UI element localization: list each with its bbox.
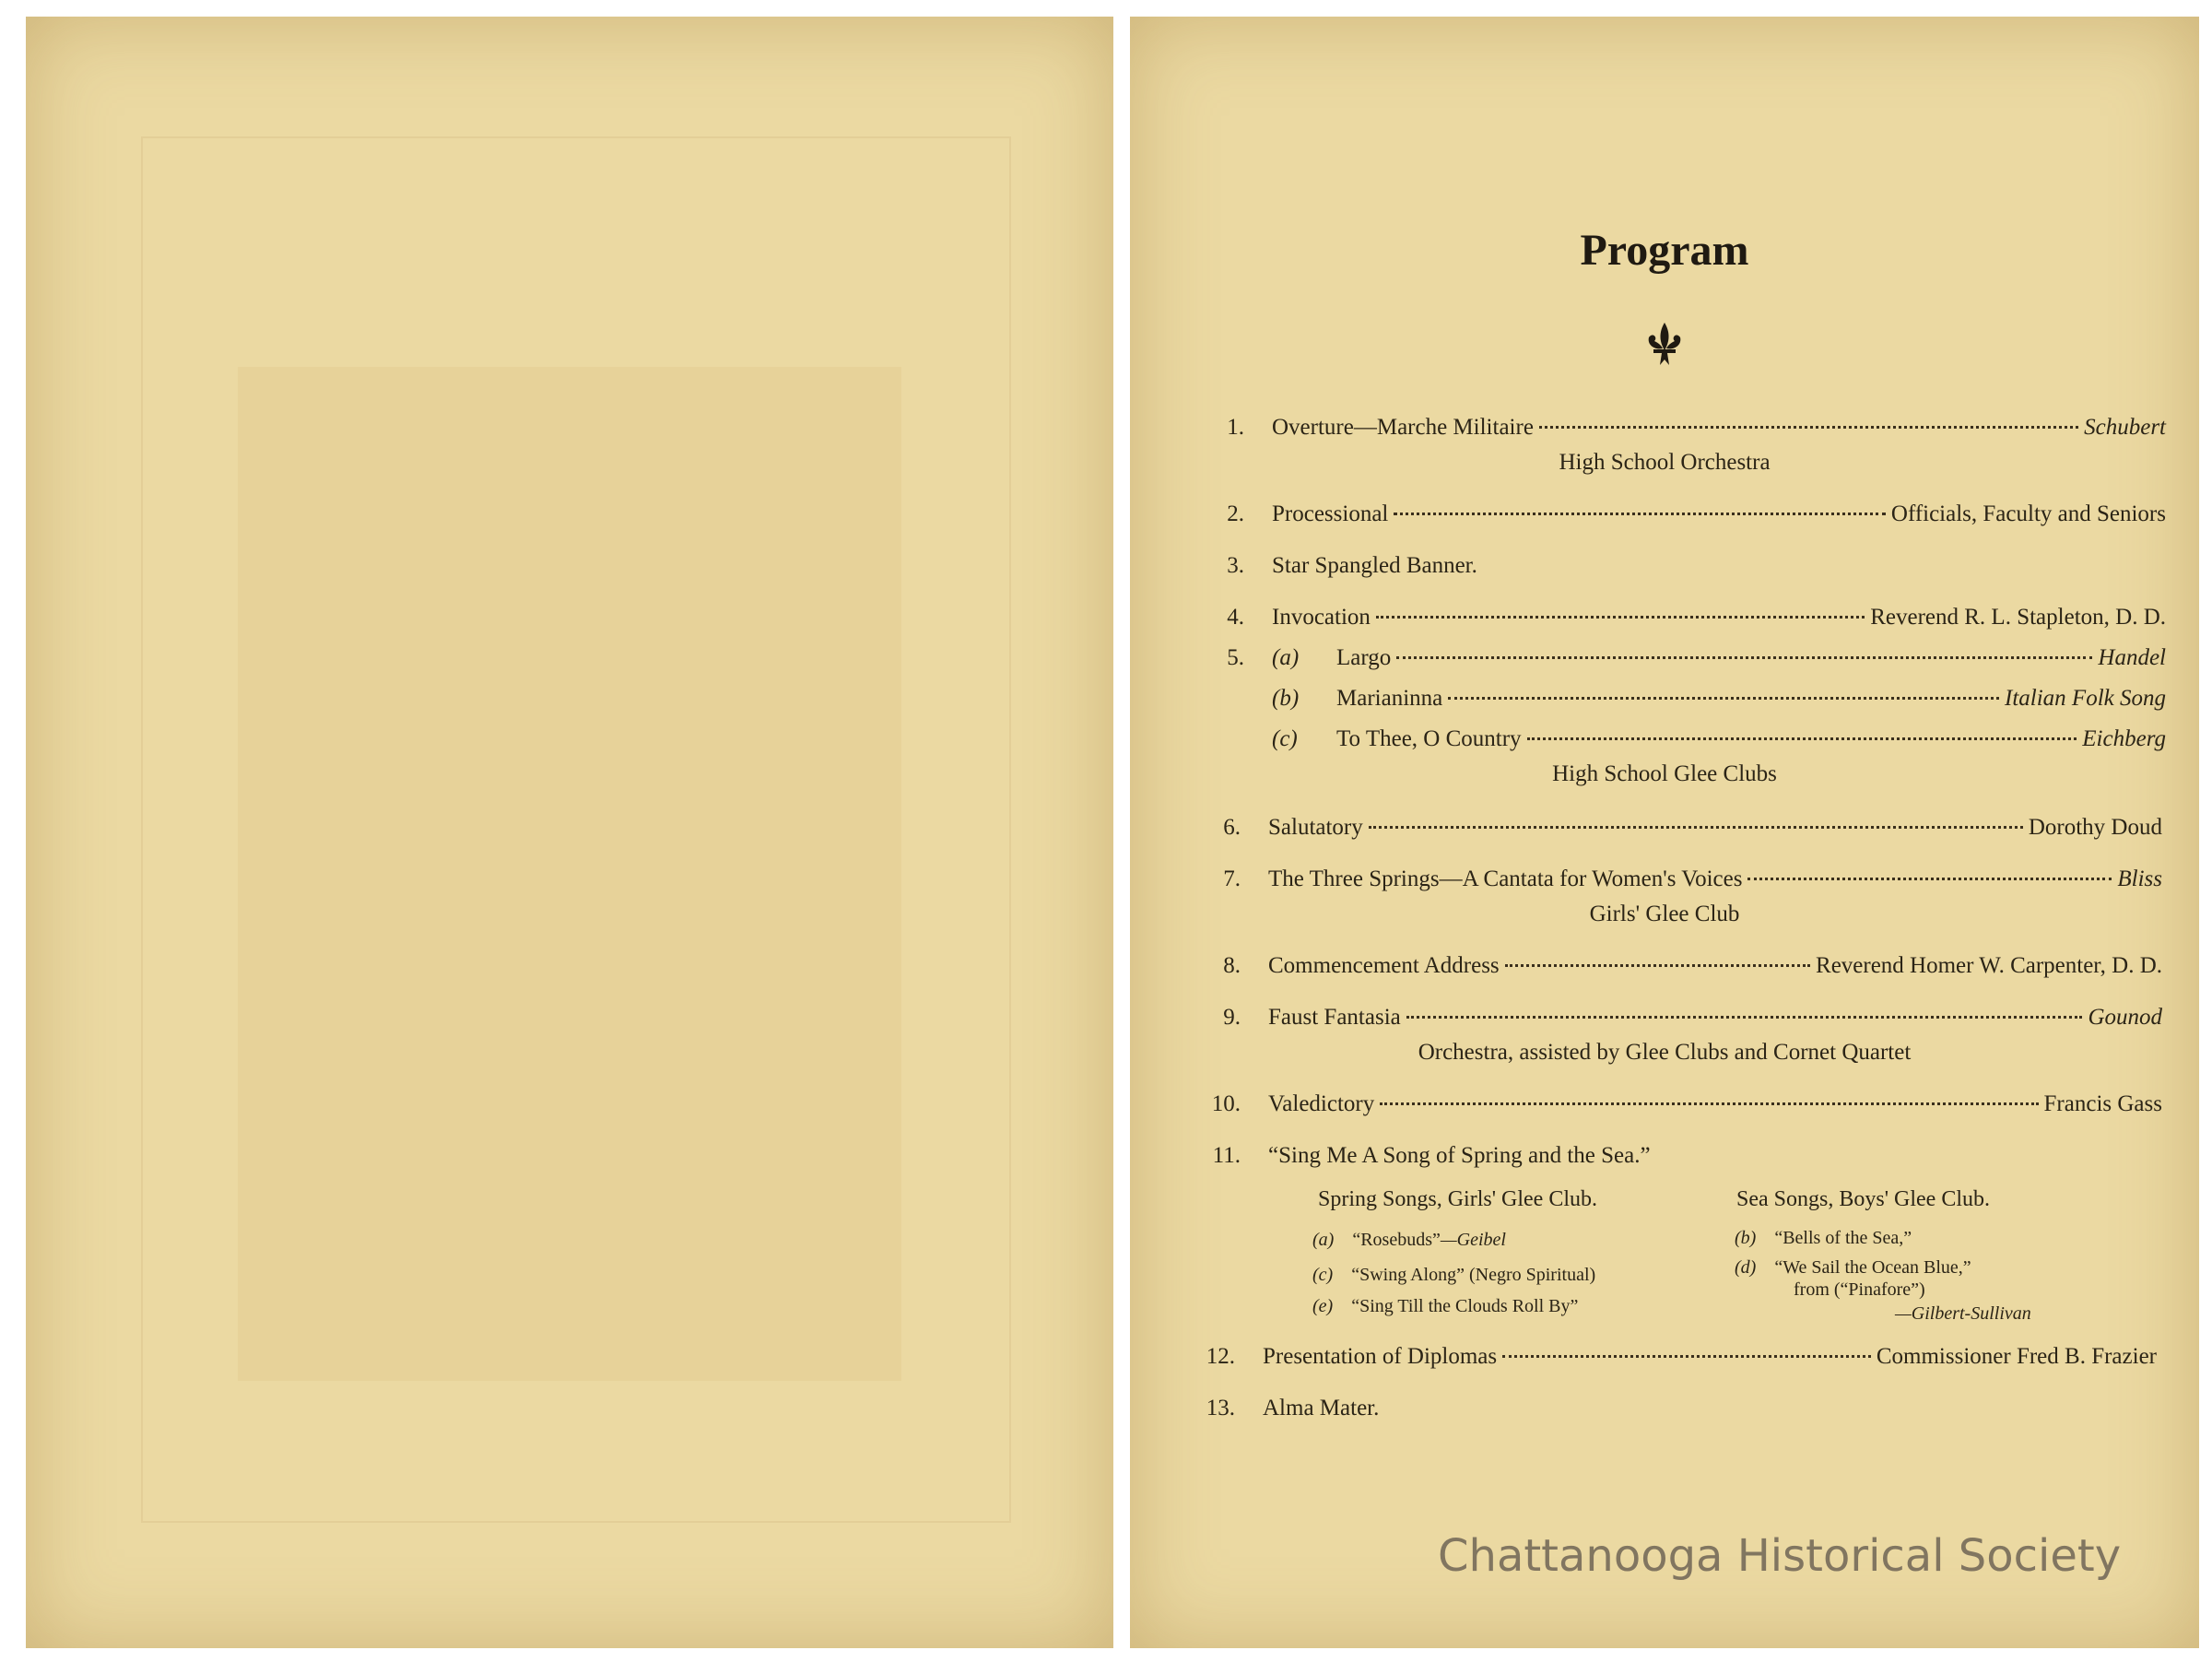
dot-leader (1380, 1102, 2038, 1105)
program-item-6: 6. Salutatory Dorothy Doud (1223, 815, 2162, 840)
dot-leader (1747, 878, 2112, 880)
program-item-5a: 5. (a) Largo Handel (1227, 645, 2166, 670)
item-note: Orchestra, assisted by Glee Clubs and Cornet Quartet (1418, 1040, 1912, 1065)
song-sing-till-clouds: (e) “Sing Till the Clouds Roll By” (1312, 1296, 1579, 1316)
dot-leader (1369, 826, 2023, 829)
fleur-de-lis-icon (1641, 321, 1688, 371)
dot-leader (1502, 1355, 1871, 1358)
program-item-4: 4. Invocation Reverend R. L. Stapleton, D. D. (1227, 605, 2166, 630)
dot-leader (1376, 616, 1865, 619)
watermark: Chattanooga Historical Society (1438, 1530, 2122, 1582)
program-item-13: 13. Alma Mater. (1206, 1396, 1380, 1420)
program-item-11: 11. “Sing Me A Song of Spring and the Sea.” (1212, 1143, 1651, 1168)
program-item-5c: (c) To Thee, O Country Eichberg (1272, 726, 2166, 751)
program-item-1: 1. Overture—Marche Militaire Schubert (1227, 415, 2166, 440)
dot-leader (1396, 656, 2092, 659)
program-item-5b: (b) Marianinna Italian Folk Song (1272, 686, 2166, 711)
item-note: High School Orchestra (1559, 450, 1771, 475)
program-item-3: 3. Star Spangled Banner. (1227, 553, 1477, 578)
program-item-7: 7. The Three Springs—A Cantata for Women's Voices Bliss (1223, 866, 2162, 891)
program-item-12: 12. Presentation of Diplomas Commissioner Fred B. Frazier (1206, 1344, 2157, 1369)
sea-songs-heading: Sea Songs, Boys' Glee Club. (1736, 1187, 1990, 1211)
page-title: Program (1580, 226, 1749, 275)
dot-leader (1527, 737, 2077, 740)
dot-leader (1406, 1016, 2083, 1019)
song-composer-gilbert-sullivan: —Gilbert-Sullivan (1895, 1303, 2031, 1324)
program-item-2: 2. Processional Officials, Faculty and Seniors (1227, 501, 2166, 526)
song-rosebuds: (a) “Rosebuds”—Geibel (1312, 1230, 1506, 1250)
dot-leader (1505, 964, 1810, 967)
dot-leader (1539, 426, 2078, 429)
song-we-sail-the-ocean-blue: (d) “We Sail the Ocean Blue,” (1735, 1257, 1971, 1278)
program-item-8: 8. Commencement Address Reverend Homer W. Carpenter, D. D. (1223, 953, 2162, 978)
dot-leader (1448, 697, 1999, 700)
program-page (1130, 17, 2199, 1648)
song-bells-of-the-sea: (b) “Bells of the Sea,” (1735, 1228, 1912, 1248)
program-item-9: 9. Faust Fantasia Gounod (1223, 1005, 2162, 1030)
program-item-10: 10. Valedictory Francis Gass (1211, 1091, 2162, 1116)
song-pinafore-line: from (“Pinafore”) (1794, 1279, 1925, 1300)
item-note: High School Glee Clubs (1552, 761, 1777, 786)
front-cover-page (26, 17, 1113, 1648)
item-note: Girls' Glee Club (1589, 902, 1740, 926)
spring-songs-heading: Spring Songs, Girls' Glee Club. (1318, 1187, 1597, 1211)
song-swing-along: (c) “Swing Along” (Negro Spiritual) (1312, 1265, 1596, 1285)
dot-leader (1394, 513, 1886, 515)
bleed-through-area (238, 367, 901, 1381)
